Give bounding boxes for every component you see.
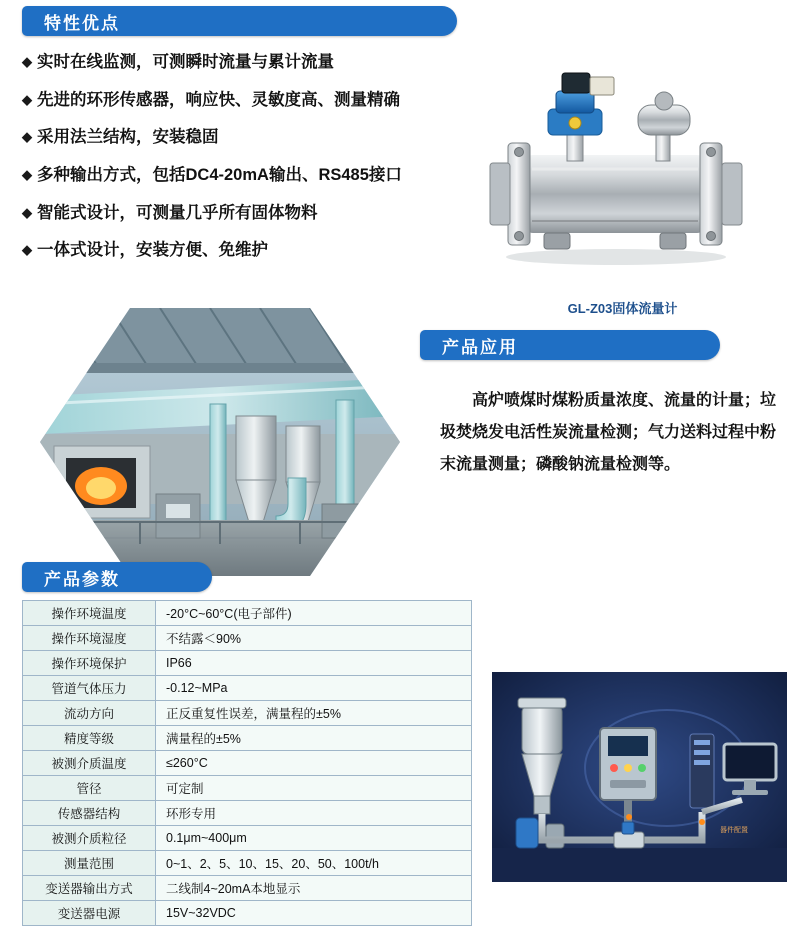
list-item-label: 先进的环形传感器，响应快、灵敏度高、测量精确 bbox=[37, 90, 400, 109]
list-item bbox=[22, 127, 492, 148]
table-cell-value: 0.1μm~400μm bbox=[156, 826, 472, 851]
table-cell-value: 环形专用 bbox=[156, 801, 472, 826]
parameters-table bbox=[22, 600, 472, 926]
list-item bbox=[22, 240, 492, 261]
applications-paragraph: 高炉喷煤时煤粉质量浓度、流量的计量；垃圾焚烧发电活性炭流量检测；气力送料过程中粉末流量测量；磷酸钠流量检测等。 bbox=[440, 392, 777, 473]
flowmeter-illustration bbox=[470, 35, 775, 290]
section-header-features bbox=[22, 6, 457, 36]
table-cell-value: ≤260°C bbox=[156, 751, 472, 776]
list-item bbox=[22, 165, 492, 186]
table-row bbox=[23, 626, 472, 651]
table-row bbox=[23, 676, 472, 701]
system-diagram-photo bbox=[492, 672, 787, 882]
table-cell-key: 测量范围 bbox=[23, 851, 156, 876]
table-cell-value: 满量程的±5% bbox=[156, 726, 472, 751]
table-row bbox=[23, 751, 472, 776]
factory-photo-hexagon bbox=[40, 308, 400, 576]
table-row bbox=[23, 776, 472, 801]
table-row bbox=[23, 801, 472, 826]
table-cell-key: 操作环境温度 bbox=[23, 601, 156, 626]
table-row bbox=[23, 901, 472, 926]
feature-list bbox=[22, 52, 492, 278]
table-cell-value: 正反重复性误差，满量程的±5% bbox=[156, 701, 472, 726]
table-cell-value: 可定制 bbox=[156, 776, 472, 801]
list-item-label: 采用法兰结构，安装稳固 bbox=[37, 128, 219, 147]
list-item bbox=[22, 52, 492, 73]
table-cell-value: 0~1、2、5、10、15、20、50、100t/h bbox=[156, 851, 472, 876]
list-item-label: 智能式设计，可测量几乎所有固体物料 bbox=[37, 203, 318, 222]
section-header-parameters bbox=[22, 562, 212, 592]
table-cell-value: IP66 bbox=[156, 651, 472, 676]
table-cell-key: 操作环境保护 bbox=[23, 651, 156, 676]
table-cell-key: 被测介质粒径 bbox=[23, 826, 156, 851]
list-item bbox=[22, 203, 492, 224]
table-cell-key: 精度等级 bbox=[23, 726, 156, 751]
table-cell-value: 15V~32VDC bbox=[156, 901, 472, 926]
section-header-applications-label: 产品应用 bbox=[442, 337, 518, 357]
table-cell-key: 被测介质温度 bbox=[23, 751, 156, 776]
section-header-parameters-label: 产品参数 bbox=[44, 569, 120, 589]
system-diagram-illustration bbox=[492, 672, 787, 882]
diamond-bullet-icon: ◆ bbox=[22, 129, 32, 145]
table-cell-key: 变送器输出方式 bbox=[23, 876, 156, 901]
list-item-label: 多种输出方式，包括DC4-20mA输出、RS485接口 bbox=[37, 165, 402, 184]
table-row bbox=[23, 876, 472, 901]
table-cell-value: -0.12~MPa bbox=[156, 676, 472, 701]
table-cell-value: 二线制4~20mA本地显示 bbox=[156, 876, 472, 901]
table-cell-key: 变送器电源 bbox=[23, 901, 156, 926]
product-photo-flowmeter bbox=[470, 35, 775, 290]
table-row bbox=[23, 701, 472, 726]
diamond-bullet-icon: ◆ bbox=[22, 166, 32, 182]
table-cell-key: 操作环境湿度 bbox=[23, 626, 156, 651]
table-row bbox=[23, 726, 472, 751]
list-item-label: 实时在线监测，可测瞬时流量与累计流量 bbox=[37, 53, 334, 71]
diamond-bullet-icon: ◆ bbox=[22, 242, 32, 258]
section-header-features-label: 特性优点 bbox=[44, 13, 120, 33]
diamond-bullet-icon: ◆ bbox=[22, 54, 32, 69]
table-row bbox=[23, 826, 472, 851]
table-cell-key: 传感器结构 bbox=[23, 801, 156, 826]
product-caption: GL-Z03固体流量计 bbox=[567, 301, 678, 316]
table-cell-key: 管径 bbox=[23, 776, 156, 801]
factory-photo-clip bbox=[40, 308, 400, 576]
diamond-bullet-icon: ◆ bbox=[22, 91, 32, 107]
table-cell-value: 不结露＜90% bbox=[156, 626, 472, 651]
list-item bbox=[22, 90, 492, 111]
list-item-label: 一体式设计，安装方便、免维护 bbox=[37, 241, 268, 260]
factory-interior-illustration bbox=[40, 308, 400, 576]
diagram-label: 器件配置 bbox=[720, 827, 748, 834]
table-row bbox=[23, 601, 472, 626]
table-cell-value: -20°C~60°C(电子部件) bbox=[156, 601, 472, 626]
section-header-applications bbox=[420, 330, 720, 360]
table-row bbox=[23, 651, 472, 676]
diamond-bullet-icon: ◆ bbox=[22, 204, 32, 220]
table-row bbox=[23, 851, 472, 876]
table-cell-key: 管道气体压力 bbox=[23, 676, 156, 701]
table-cell-key: 流动方向 bbox=[23, 701, 156, 726]
